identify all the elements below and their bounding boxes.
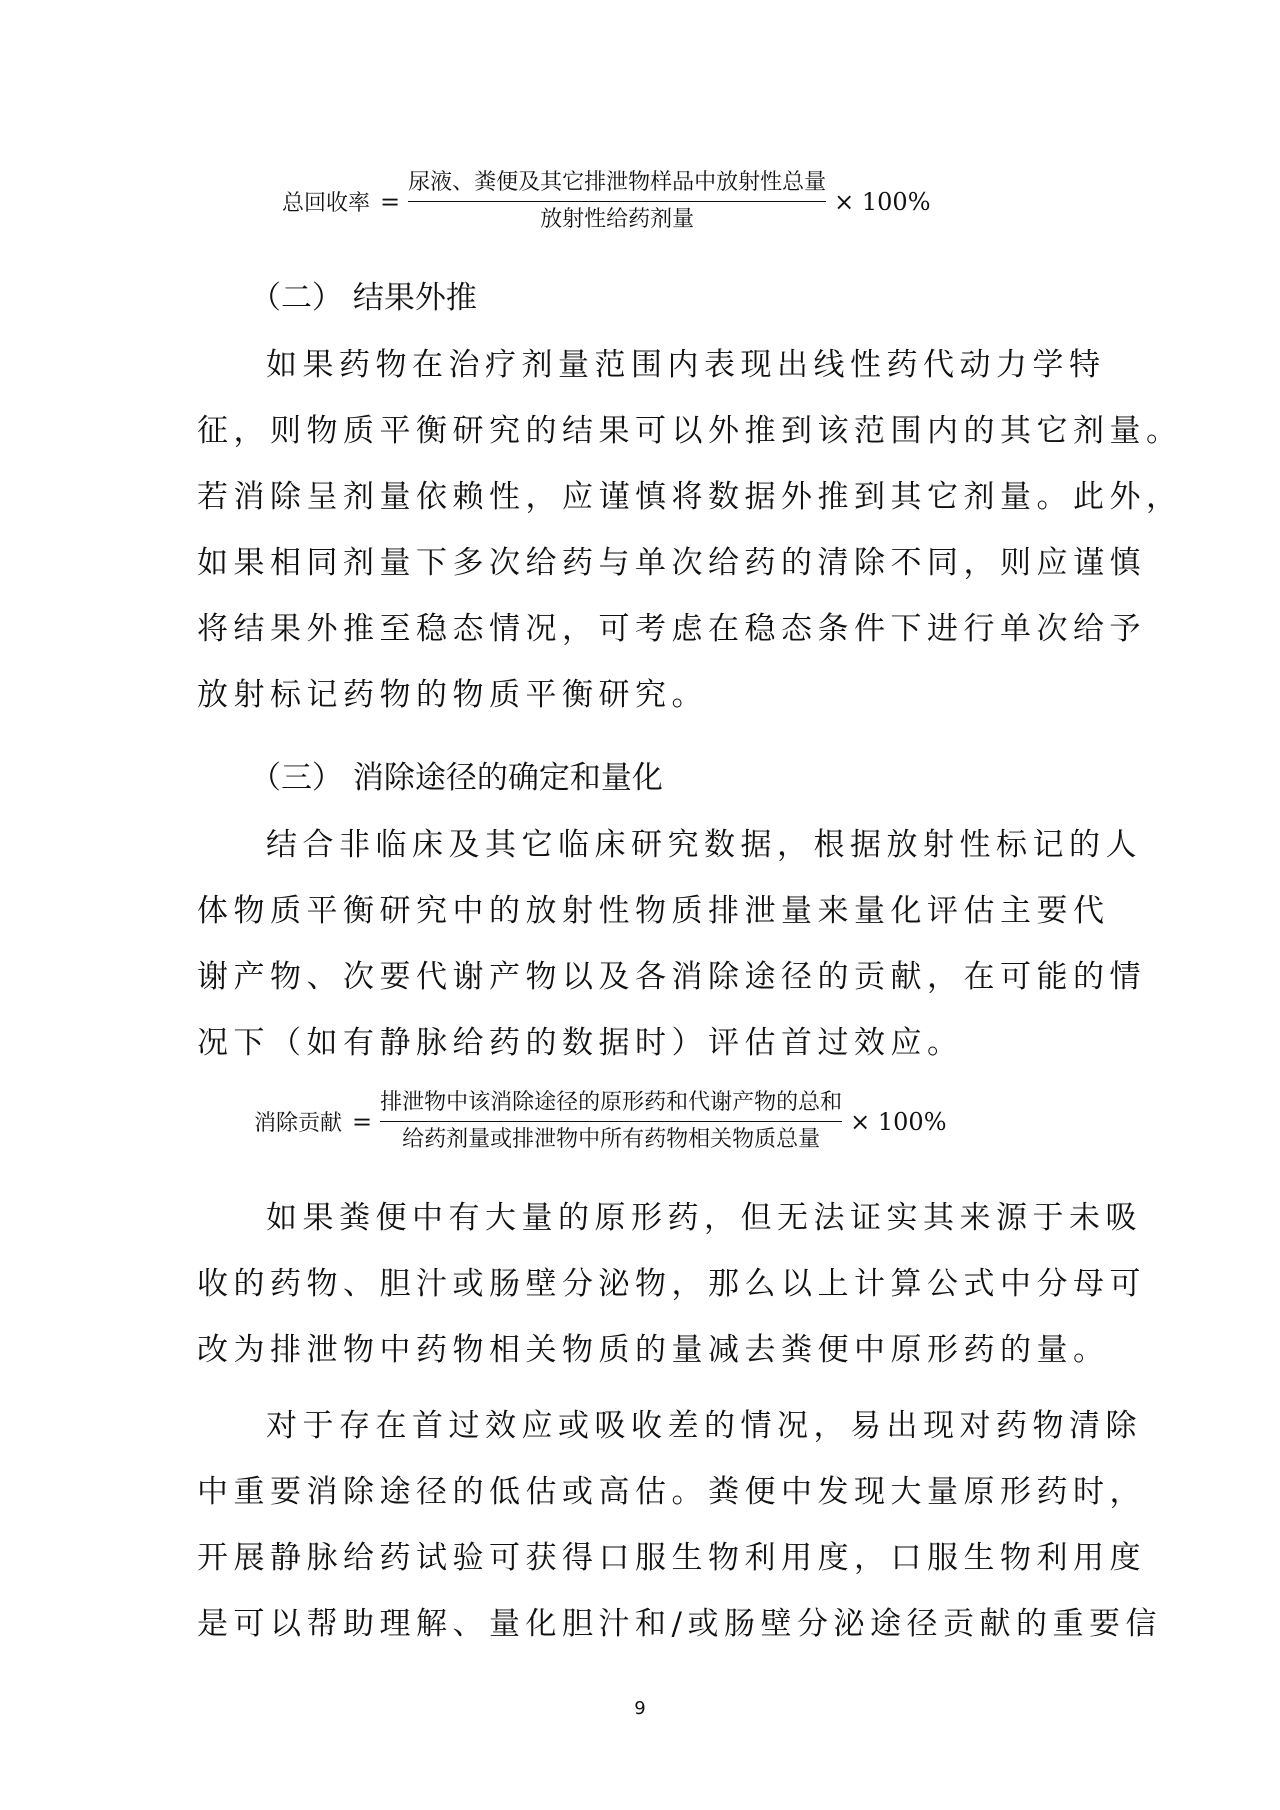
paragraph-line: 如果药物在治疗剂量范围内表现出线性药代动力学特 [266,347,1106,383]
fraction-numerator: 尿液、粪便及其它排泄物样品中放射性总量 [408,170,827,195]
formula-lhs: 总回收率 [282,191,371,216]
paragraph-line: 是可以帮助理解、量化胆汁和/或肠壁分泌途径贡献的重要信 [197,1606,1162,1642]
page-number: 9 [634,1698,646,1719]
paragraph-line: 征，则物质平衡研究的结果可以外推到该范围内的其它剂量。 [197,413,1183,449]
paragraph-line: 放射标记药物的物质平衡研究。 [197,677,708,713]
paragraph-line: 收的药物、胆汁或肠壁分泌物，那么以上计算公式中分母可 [197,1266,1146,1302]
paragraph-line: 体物质平衡研究中的放射性物质排泄量来量化评估主要代 [197,893,1110,929]
formula-elimination-contribution [254,1088,947,1155]
fraction [408,168,826,235]
section-heading-extrapolation: （二） 结果外推 [250,280,477,316]
paragraph-line: 况下（如有静脉给药的数据时）评估首过效应。 [197,1025,964,1061]
paragraph-line: 改为排泄物中药物相关物质的量减去粪便中原形药的量。 [197,1332,1110,1368]
paragraph-line: 将结果外推至稳态情况，可考虑在稳态条件下进行单次给予 [197,611,1146,647]
fraction-bar [408,201,826,202]
fraction-numerator: 排泄物中该消除途径的原形药和代谢产物的总和 [380,1090,843,1115]
paragraph-line: 结合非临床及其它临床研究数据，根据放射性标记的人 [266,827,1142,863]
formula-lhs: 消除贡献 [254,1111,343,1136]
paragraph-line: 如果粪便中有大量的原形药，但无法证实其来源于未吸 [266,1200,1142,1236]
paragraph-line: 开展静脉给药试验可获得口服生物利用度，口服生物利用度 [197,1540,1146,1576]
equals-sign: = [380,187,401,216]
paragraph-line: 中重要消除途径的低估或高估。粪便中发现大量原形药时， [197,1474,1146,1510]
fraction-denominator: 放射性给药剂量 [540,207,695,232]
paragraph-line: 谢产物、次要代谢产物以及各消除途径的贡献，在可能的情 [197,959,1146,995]
fraction-denominator: 给药剂量或排泄物中所有药物相关物质总量 [402,1127,821,1152]
fraction [380,1088,842,1155]
paragraph-line: 对于存在首过效应或吸收差的情况，易出现对药物清除 [266,1408,1142,1444]
paragraph-line: 如果相同剂量下多次给药与单次给药的清除不同，则应谨慎 [197,545,1146,581]
paragraph-line: 若消除呈剂量依赖性，应谨慎将数据外推到其它剂量。此外， [197,479,1183,515]
section-heading-elimination: （三） 消除途径的确定和量化 [250,760,663,796]
formula-total-recovery [282,168,931,235]
fraction-bar [380,1121,842,1122]
percent-multiplier: × 100% [834,187,931,216]
percent-multiplier: × 100% [850,1107,947,1136]
equals-sign: = [352,1107,373,1136]
